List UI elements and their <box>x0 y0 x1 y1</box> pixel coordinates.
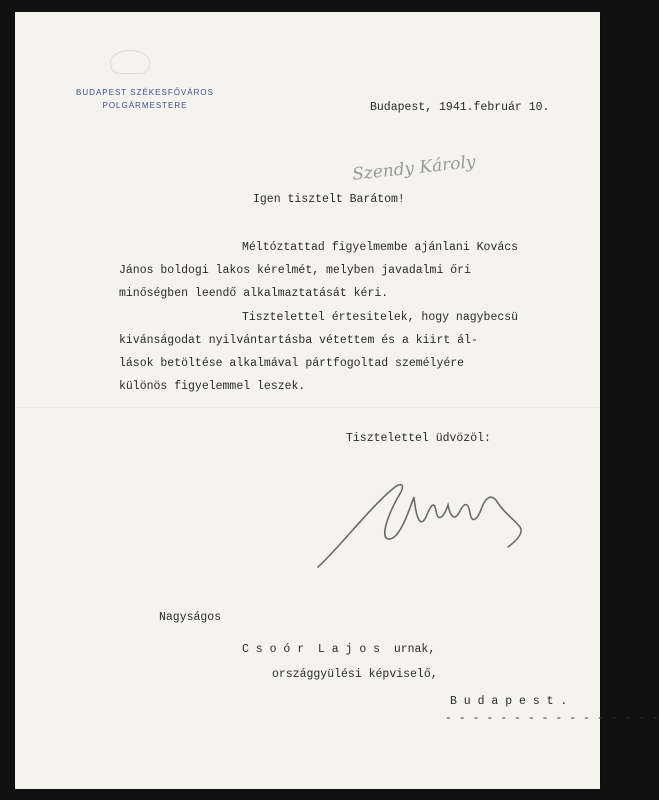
letterhead <box>65 86 225 112</box>
body-line-5: kivánságodat nyilvántartásba vétettem és a kiirt ál- <box>119 334 478 347</box>
address-line-4: B u d a p e s t . <box>450 695 568 708</box>
letter-sheet <box>15 12 659 789</box>
signature <box>310 467 540 577</box>
salutation: Igen tisztelt Barátom! <box>253 193 405 206</box>
address-underline: - - - - - - - - - - - - - - - - <box>445 712 659 725</box>
address-line-3: országgyülési képviselő, <box>272 668 438 681</box>
signature-stroke <box>318 485 521 567</box>
body-line-6: lások betöltése alkalmával pártfogoltad személyére <box>119 357 465 370</box>
address-line-1: Nagyságos <box>159 611 222 624</box>
address-line-2: C s o ó r L a j o s urnak, <box>242 643 436 656</box>
pencil-note <box>348 138 518 188</box>
embossed-crest-icon <box>110 50 150 74</box>
body-line-2: János boldogi lakos kérelmét, melyben javadalmi őri <box>119 264 471 277</box>
fold-line <box>15 407 600 409</box>
letterhead-line-1: BUDAPEST SZÉKESFŐVÁROS <box>76 88 214 97</box>
body-line-3: minőségben leendő alkalmaztatását kéri. <box>119 287 389 300</box>
letterhead-line-2: POLGÁRMESTERE <box>102 101 188 110</box>
letter-date: Budapest, 1941.február 10. <box>370 101 550 114</box>
body-line-1: Méltóztattad figyelmembe ajánlani Kovács <box>242 241 519 254</box>
body-line-4: Tisztelettel értesitelek, hogy nagybecsü <box>242 311 519 324</box>
pencil-note-text: Szendy Károly <box>351 152 477 185</box>
closing: Tisztelettel üdvözöl: <box>346 432 491 445</box>
body-line-7: különös figyelemmel leszek. <box>119 380 306 393</box>
